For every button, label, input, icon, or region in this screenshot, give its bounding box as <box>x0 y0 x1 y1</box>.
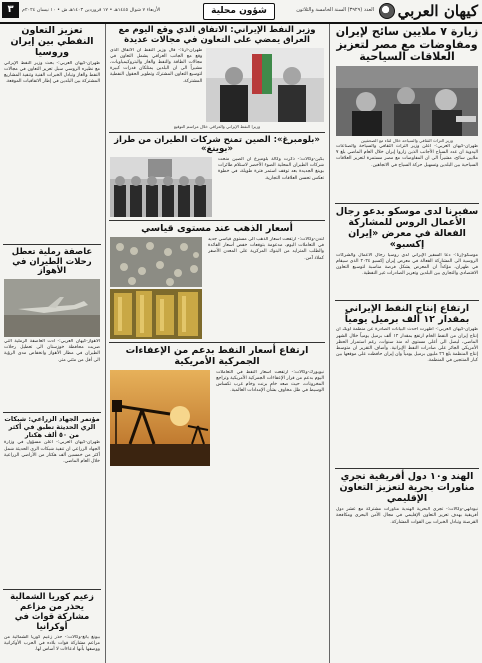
page-number: ٣ <box>2 2 19 18</box>
article-body: نيودلهي-وكالات:- تجري البحرية الهندية مناورات مشتركة مع عشر دول أفريقية بهدف تعزيز التعاون الإقليمي في مجال الأمن البحري ومكافحة القرصنة وتبادل الخبرات بين القوات المشاركة. <box>336 507 478 525</box>
headline: ارتفاع أسعار النفط بدعم من الإعفاءات الجمركية الأمريكية <box>125 344 309 367</box>
divider <box>3 412 101 413</box>
meeting-photo <box>110 157 212 217</box>
issue-date: الأربعاء ٧ شوال ١٤٤٥هـ • ١٧ فروردين ١٤٠٣هـ ش • ١٠ نيسان ٢٠٢٤م <box>22 8 161 13</box>
article-body: طهران-ارنا:- قال وزير النفط ان الاتفاق الذي وقع مع الجانب العراقي يشمل التعاون في مجالات الطاقة والنفط والغاز والبتروكيمياويات، مشيراً الى ان البلدين يمتلكان قدرات كبيرة لتوسيع التعاون المشترك وتطوير الحقول النفطية المشتركة. <box>110 47 203 84</box>
divider <box>3 244 101 245</box>
story-top-block <box>110 48 324 122</box>
divider <box>3 589 101 590</box>
gold-photos <box>110 237 202 339</box>
middle-column <box>106 24 328 663</box>
headline: تعزيز التعاون النفطي بين إيران وروسيا <box>10 25 94 58</box>
headline: ارتفاع إنتاج النفط الإيراني بمقدار ١٢ ألف برميل يومياً <box>344 302 470 325</box>
headline: «بلومبرغ»: الصين تمنح شركات الطيران من طراز «بوينغ» <box>114 134 320 155</box>
divider <box>109 342 325 343</box>
article-body: الأهواز-كيهان العربي:- أدت العاصفة الرملية التي ضربت محافظة خوزستان الى تعطيل رحلات الطيران في مطار الأهواز وانخفاض مدى الرؤية الى أقل من مئتي متر. <box>4 339 100 363</box>
tourism-photo <box>336 66 478 136</box>
article-body: نيويورك-وكالات:- ارتفعت أسعار النفط في التعاملات اليوم بدعم من قرار الإعفاءات الجمركية الأمريكية وتراجع المخزونات، حيث صعد خام برنت وخام غرب تكساس الوسيط في ظل مخاوف بشأن الإمدادات العالمية. <box>216 369 324 394</box>
story-block <box>110 157 324 217</box>
article-body: بكين-وكالات:- ذكرت وكالة بلومبرغ ان الصين منحت شركات الطيران المحلية الضوء الأخضر لاستلام طائرات بوينغ الجديدة بعد توقف استمر فترة طويلة، في خطوة تعكس تحسن العلاقات التجارية. <box>218 157 324 181</box>
article-body: بيونغ يانغ-وكالات:- حذر زعيم كوريا الشمالية من مزاعم مشاركة قوات بلاده في الحرب الأوكرانية ووصفها بأنها ادعاءات لا أساس لها. <box>4 634 100 652</box>
article-body: موسكو-إرنا:- دعا السفير الإيراني لدى روسيا رجال الأعمال والشركات الروسية الى المشاركة الفعالة في معرض إيران إكسبو ٢٠٢٤ الذي سيقام في طهران، مؤكداً ان المعرض يشكل فرصة مناسبة لتوسيع التعاون الاقتصادي والتجاري بين البلدين وتعزيز الصادرات غير النفطية. <box>336 252 478 277</box>
divider <box>109 220 325 221</box>
headline: وزير النفط الإيراني: الاتفاق الذي وقع اليوم مع العراق يمضي على التعاون في مجالات عديدة <box>118 25 316 45</box>
headline: مؤتمر الجهاد الزراعي: شبكات الري الحديثة تطبق في أكثر من ٥٠ ألف هكتار <box>4 415 100 439</box>
section-title: شؤون محلية <box>203 3 275 20</box>
divider <box>335 300 479 301</box>
headline: عاصفة رملية تعطل رحلات الطيران في الأهواز <box>11 246 93 277</box>
article-body: طهران-كيهان العربي:- أظهرت أحدث البيانات الصادرة عن منظمة أوبك ان إنتاج إيران من النفط الخام ارتفع بمقدار ١٢ ألف برميل يومياً خلال الشهر الماضي، ليصل الى أعلى مستوى له منذ سنوات، رغم استمرار الحظر الأمريكي الجائر على صادرات النفط الإيرانية. وأضاف التقرير ان متوسط إنتاج المنظمة بلغ ٢٦ مليون برميل يومياً وان إيران حافظت على موقعها بين كبار المنتجين في المنظمة. <box>336 327 478 364</box>
globe-icon <box>379 3 395 19</box>
left-column <box>0 24 104 663</box>
gold-bars-photo <box>110 237 202 287</box>
photo-caption: وزير التراث الثقافي والسياحة خلال لقاء مع الصحفيين <box>361 137 453 143</box>
headline: زعيم كوريا الشمالية يحذر من مزاعم مشاركة قوات في أوكرانيا <box>10 592 94 632</box>
story-block <box>110 370 324 466</box>
headline: الهند و١٠ دول أفريقية تجري مناورات بحرية لتعزيز التعاون الإقليمي <box>339 471 475 505</box>
article-body: طهران-كيهان العربي:- أعلن وزير التراث الثقافي والسياحة والصناعات اليدوية ان عدد السياح الأجانب الذين زاروا إيران خلال العام الماضي بلغ ٧ ملايين سائح، مشيراً الى ان المفاوضات مع مصر مستمرة لتعزيز العلاقات السياحية بين البلدين وتسهيل حركة السياح في الاتجاهين. <box>336 143 478 168</box>
article-body: لندن-وكالات:- ارتفعت أسعار الذهب الى مستوى قياسي جديد في التعاملات اليوم، مدعومة بتوقعات خفض أسعار الفائدة والطلب المتزايد من البنوك المركزية على المعدن الأصفر كملاذ آمن. <box>208 236 324 261</box>
headline: سفيرنا لدى موسكو يدعو رجال الأعمال الروس للمشاركة الفعالة في معرض «إيران إكسبو» <box>335 205 479 250</box>
divider <box>109 132 325 133</box>
headline: زيارة ٧ ملايين سائح لإيران ومفاوضات مع مصر لتعزيز العلاقات السياحية <box>335 25 479 64</box>
divider <box>335 468 479 469</box>
logo-text: كيهان العربي <box>397 2 478 20</box>
newspaper-logo <box>379 2 478 20</box>
divider <box>335 203 479 204</box>
ministers-photo <box>206 48 324 122</box>
story-block <box>110 237 324 339</box>
column-rule <box>329 24 330 663</box>
article-body: طهران-كيهان العربي:- أعلن مسؤول في وزارة الجهاد الزراعي ان تنفيذ شبكات الري الحديثة شمل أكثر من خمسين ألف هكتار من الأراضي الزراعية خلال العام الماضي. <box>4 440 100 465</box>
gold-nuggets-photo <box>110 289 202 339</box>
article-body: طهران-كيهان العربي:- بحث وزير النفط الإيراني مع نظيره الروسي سبل تعزيز التعاون في مجالات النفط والغاز وتبادل الخبرات الفنية وتنفيذ المشاريع المشتركة بين البلدين في إطار الاتفاقيات الموقعة. <box>4 60 100 85</box>
oil-pump-photo <box>110 370 210 466</box>
photo-caption: وزيرا النفط الإيراني والعراقي خلال مراسم التوقيع <box>173 123 261 129</box>
sandstorm-photo <box>4 279 100 337</box>
right-column <box>332 24 482 663</box>
issue-meta: العدد (٣٩٢٩) السنة الخامسة والثلاثون <box>296 7 374 13</box>
masthead <box>0 0 482 24</box>
headline: أسعار الذهب عند مستوى قياسي <box>141 223 293 235</box>
